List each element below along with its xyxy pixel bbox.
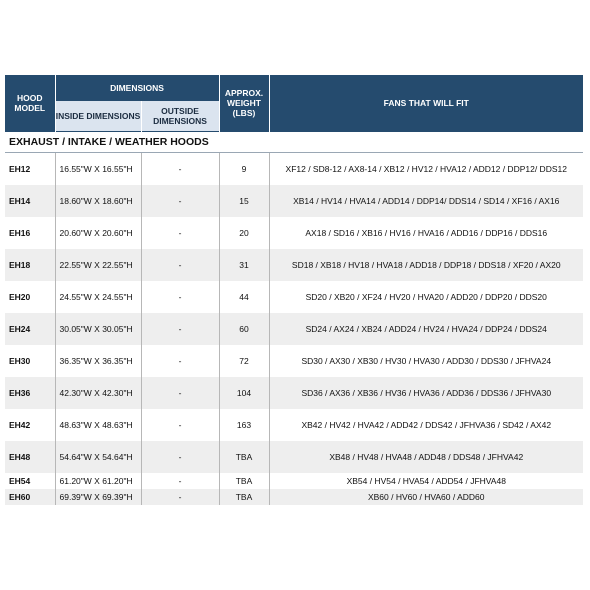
cell-hood-model: EH18 xyxy=(5,249,55,281)
table-row xyxy=(5,249,583,281)
header-inside-dimensions: INSIDE DIMENSIONS xyxy=(55,101,141,131)
cell-fans: SD20 / XB20 / XF24 / HV20 / HVA20 / ADD20 / DDP20 / DDS20 xyxy=(305,291,547,302)
cell-fans: SD30 / AX30 / XB30 / HV30 / HVA30 / ADD30 / DDS30 / JFHVA24 xyxy=(301,355,552,366)
cell-outside-dimensions: - xyxy=(141,345,219,377)
header-hood-model: HOOD MODEL xyxy=(5,75,55,131)
cell-hood-model: EH14 xyxy=(5,185,55,217)
cell-outside-dimensions: - xyxy=(141,185,219,217)
cell-weight: 60 xyxy=(219,313,269,345)
header-fans: FANS THAT WILL FIT xyxy=(269,75,583,131)
cell-inside-dimensions: 61.20"W X 61.20"H xyxy=(55,473,141,489)
cell-fans: SD24 / AX24 / XB24 / ADD24 / HV24 / HVA24 / DDP24 / DDS24 xyxy=(269,313,583,345)
table-row xyxy=(5,409,583,441)
table-row xyxy=(5,185,583,217)
table-row xyxy=(5,152,583,185)
cell-weight: TBA xyxy=(219,473,269,489)
cell-fans: XB60 / HV60 / HVA60 / ADD60 xyxy=(269,489,583,505)
cell-inside-dimensions: 24.55"W X 24.55"H xyxy=(55,281,141,313)
cell-inside-dimensions: 48.63"W X 48.63"H xyxy=(55,409,141,441)
hood-spec-table xyxy=(5,75,583,505)
cell-fans: XF12 / SD8-12 / AX8-14 / XB12 / HV12 / HVA12 / ADD12 / DDP12/ DDS12 xyxy=(285,163,567,174)
cell-outside-dimensions: - xyxy=(141,377,219,409)
cell-outside-dimensions: - xyxy=(141,217,219,249)
cell-weight: 72 xyxy=(219,345,269,377)
cell-hood-model: EH30 xyxy=(5,345,55,377)
cell-inside-dimensions: 54.64"W X 54.64"H xyxy=(55,441,141,473)
cell-outside-dimensions: - xyxy=(141,281,219,313)
table-row xyxy=(5,441,583,473)
cell-inside-dimensions: 42.30"W X 42.30"H xyxy=(55,377,141,409)
cell-outside-dimensions: - xyxy=(141,473,219,489)
header-outside-dimensions: OUTSIDE DIMENSIONS xyxy=(141,101,219,131)
cell-hood-model: EH16 xyxy=(5,217,55,249)
cell-hood-model: EH42 xyxy=(5,409,55,441)
cell-fans: XB42 / HV42 / HVA42 / ADD42 / DDS42 / JFHVA36 / SD42 / AX42 xyxy=(301,419,552,430)
cell-outside-dimensions: - xyxy=(141,313,219,345)
cell-outside-dimensions: - xyxy=(141,441,219,473)
cell-weight: 9 xyxy=(219,152,269,185)
cell-hood-model: EH12 xyxy=(5,152,55,185)
table-row xyxy=(5,281,583,313)
hood-spec-table-container xyxy=(5,75,583,505)
cell-weight: 15 xyxy=(219,185,269,217)
header-weight: APPROX. WEIGHT (LBS) xyxy=(219,75,269,131)
cell-hood-model: EH54 xyxy=(5,473,55,489)
cell-weight: 20 xyxy=(219,217,269,249)
cell-inside-dimensions: 20.60"W X 20.60"H xyxy=(55,217,141,249)
cell-hood-model: EH48 xyxy=(5,441,55,473)
cell-weight: 163 xyxy=(219,409,269,441)
table-row xyxy=(5,217,583,249)
table-row xyxy=(5,377,583,409)
cell-fans: SD36 / AX36 / XB36 / HV36 / HVA36 / ADD36 / DDS36 / JFHVA30 xyxy=(269,377,583,409)
cell-outside-dimensions: - xyxy=(141,249,219,281)
table-row xyxy=(5,345,583,377)
cell-inside-dimensions: 18.60"W X 18.60"H xyxy=(55,185,141,217)
cell-weight: TBA xyxy=(219,441,269,473)
table-row xyxy=(5,313,583,345)
cell-fans: AX18 / SD16 / XB16 / HV16 / HVA16 / ADD16 / DDP16 / DDS16 xyxy=(305,227,548,238)
section-title: EXHAUST / INTAKE / WEATHER HOODS xyxy=(5,131,583,152)
cell-fans: XB54 / HV54 / HVA54 / ADD54 / JFHVA48 xyxy=(346,475,506,486)
cell-fans: XB14 / HV14 / HVA14 / ADD14 / DDP14/ DDS14 / SD14 / XF16 / AX16 xyxy=(269,185,583,217)
cell-fans: XB48 / HV48 / HVA48 / ADD48 / DDS48 / JFHVA42 xyxy=(269,441,583,473)
cell-inside-dimensions: 22.55"W X 22.55"H xyxy=(55,249,141,281)
table-body xyxy=(5,152,583,505)
cell-inside-dimensions: 69.39"W X 69.39"H xyxy=(55,489,141,505)
cell-weight: 44 xyxy=(219,281,269,313)
cell-outside-dimensions: - xyxy=(141,409,219,441)
cell-inside-dimensions: 16.55"W X 16.55"H xyxy=(55,152,141,185)
cell-hood-model: EH60 xyxy=(5,489,55,505)
cell-weight: 104 xyxy=(219,377,269,409)
header-dimensions: DIMENSIONS xyxy=(55,75,219,101)
cell-hood-model: EH20 xyxy=(5,281,55,313)
cell-fans: SD18 / XB18 / HV18 / HVA18 / ADD18 / DDP18 / DDS18 / XF20 / AX20 xyxy=(269,249,583,281)
table-row xyxy=(5,489,583,505)
table-row xyxy=(5,473,583,489)
cell-inside-dimensions: 30.05"W X 30.05"H xyxy=(55,313,141,345)
cell-hood-model: EH24 xyxy=(5,313,55,345)
cell-inside-dimensions: 36.35"W X 36.35"H xyxy=(55,345,141,377)
cell-outside-dimensions: - xyxy=(141,152,219,185)
cell-weight: TBA xyxy=(219,489,269,505)
cell-hood-model: EH36 xyxy=(5,377,55,409)
cell-outside-dimensions: - xyxy=(141,489,219,505)
cell-weight: 31 xyxy=(219,249,269,281)
